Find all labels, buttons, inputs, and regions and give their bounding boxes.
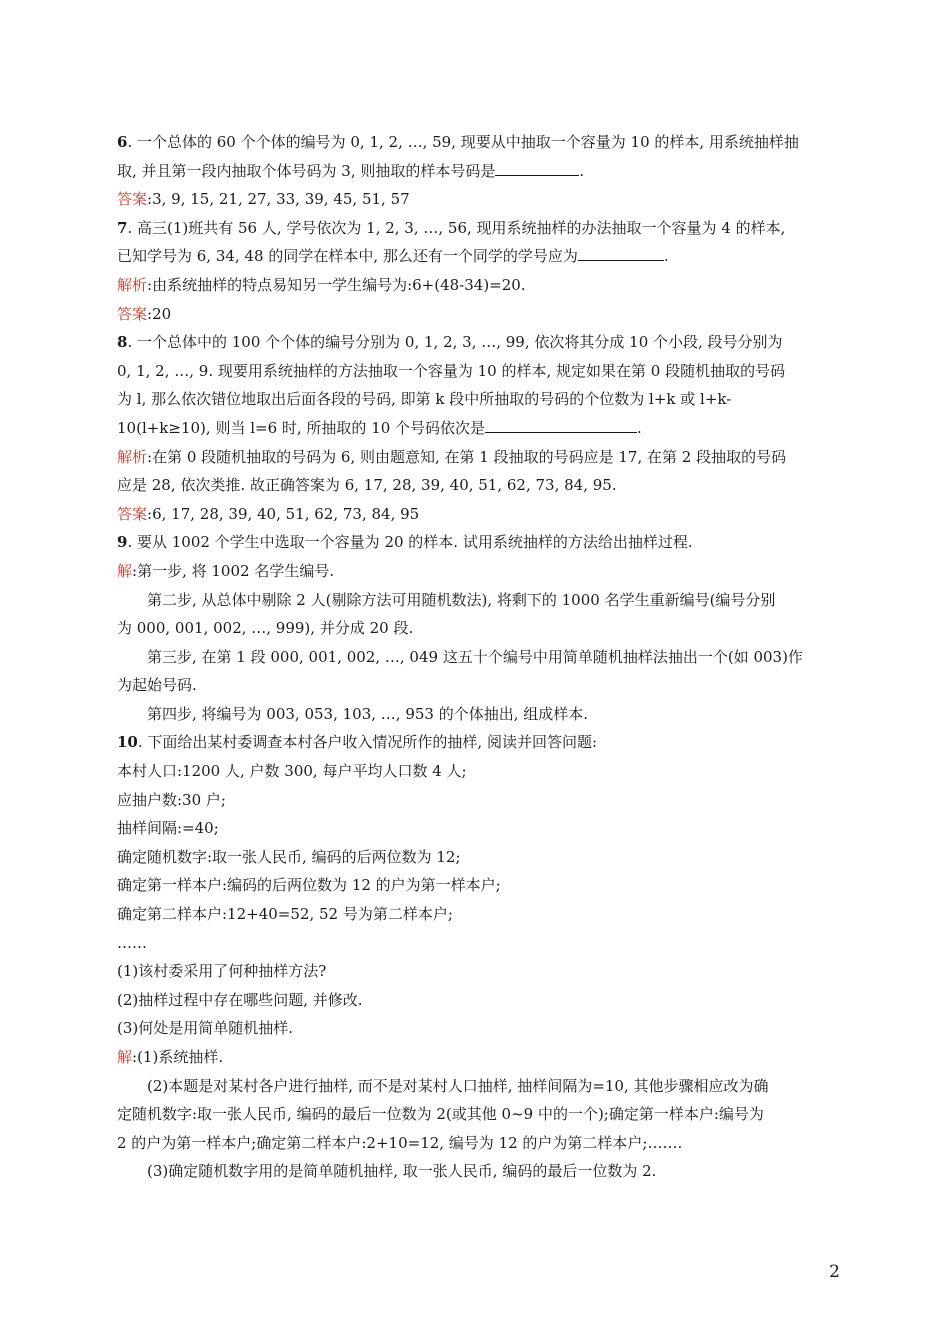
- q8-line-2: 0, 1, 2, …, 9. 现要用系统抽样的方法抽取一个容量为 10 的样本, 规定如果在第 0 段随机抽取的号码: [117, 361, 786, 380]
- analysis-tag: 解析: [117, 447, 148, 466]
- q8-analysis-1: 解析:在第 0 段随机抽取的号码为 6, 则由题意知, 在第 1 段抽取的号码应是 17, 在第 2 段抽取的号码: [117, 447, 787, 466]
- q9-solution-2b: 为 000, 001, 002, …, 999), 并分成 20 段.: [117, 619, 414, 638]
- q9-solution-2a: 第二步, 从总体中剔除 2 人(剔除方法可用随机数法), 将剩下的 1000 名学生重新编号(编号分别: [147, 590, 776, 609]
- q10-solution-2b: 定随机数字:取一张人民币, 编码的最后一位数为 2(或其他 0~9 中的一个);确定第一样本户:编号为: [117, 1105, 764, 1124]
- q8-line-1: 8. 一个总体中的 100 个个体的编号分别为 0, 1, 2, 3, …, 99, 依次将其分成 10 个小段, 段号分别为: [117, 333, 783, 352]
- q10-item-2: 应抽户数:30 户;: [117, 790, 226, 809]
- q8-answer: 答案:6, 17, 28, 39, 40, 51, 62, 73, 84, 95: [117, 504, 420, 523]
- q8-line-4: 10(l+k≥10), 则当 l=6 时, 所抽取的 10 个号码依次是 .: [117, 414, 842, 443]
- answer-tag: 答案: [117, 504, 148, 523]
- q10-solution-2c: 2 的户为第一样本户;确定第二样本户:2+10=12, 编号为 12 的户为第二样本户;…….: [117, 1133, 683, 1152]
- q7-line-1: 7. 高三(1)班共有 56 人, 学号依次为 1, 2, 3, …, 56, 现用系统抽样的办法抽取一个容量为 4 的样本,: [117, 218, 786, 237]
- q10-line-1: 10. 下面给出某村委调查本村各户收入情况所作的抽样, 阅读并回答问题:: [117, 733, 598, 752]
- q10-part-2: (2)抽样过程中存在哪些问题, 并修改.: [117, 990, 363, 1009]
- q9-line-1: 9. 要从 1002 个学生中选取一个容量为 20 的样本. 试用系统抽样的方法给出抽样过程.: [117, 533, 693, 552]
- q9-solution-4: 第四步, 将编号为 003, 053, 103, …, 953 的个体抽出, 组成样本.: [147, 704, 589, 723]
- q7-analysis: 解析:由系统抽样的特点易知另一学生编号为:6+(48-34)=20.: [117, 275, 526, 294]
- solution-tag: 解: [117, 1048, 133, 1066]
- page-number: 2: [829, 1262, 840, 1282]
- q6-answer: 答案:3, 9, 15, 21, 27, 33, 39, 45, 51, 57: [117, 190, 410, 209]
- q7-number: 7: [117, 218, 128, 237]
- q10-part-1: (1)该村委采用了何种抽样方法?: [117, 962, 327, 981]
- q7-line-2: 已知学号为 6, 34, 48 的同学在样本中, 那么还有一个同学的学号应为 .: [117, 242, 842, 271]
- q10-item-5: 确定第一样本户:编码的后两位数为 12 的户为第一样本户;: [117, 876, 501, 895]
- q6-number: 6: [117, 133, 128, 151]
- answer-tag: 答案: [117, 304, 148, 323]
- q9-solution-3b: 为起始号码.: [117, 676, 197, 695]
- q10-solution-1: 解:(1)系统抽样.: [117, 1048, 224, 1066]
- q10-item-4: 确定随机数字:取一张人民币, 编码的后两位数为 12;: [117, 847, 461, 866]
- q10-item-7: ……: [117, 933, 147, 952]
- answer-blank: [578, 243, 664, 261]
- q10-solution-3: (3)确定随机数字用的是简单随机抽样, 取一张人民币, 编码的最后一位数为 2.: [147, 1162, 657, 1181]
- q10-item-1: 本村人口:1200 人, 户数 300, 每户平均人口数 4 人;: [117, 762, 467, 781]
- q6-line-1: 6. 一个总体的 60 个个体的编号为 0, 1, 2, …, 59, 现要从中抽取一个容量为 10 的样本, 用系统抽样抽: [117, 133, 799, 151]
- q8-number: 8: [117, 333, 128, 352]
- q10-number: 10: [117, 733, 138, 752]
- q8-line-3: 为 l, 那么依次错位地取出后面各段的号码, 即第 k 段中所抽取的号码的个位数为 l+k 或 l+k-: [117, 390, 732, 409]
- q9-solution-3a: 第三步, 在第 1 段 000, 001, 002, …, 049 这五十个编号中用简单随机抽样法抽出一个(如 003)作: [147, 647, 803, 666]
- q9-number: 9: [117, 533, 128, 552]
- answer-blank: [495, 158, 579, 176]
- answer-blank: [485, 415, 637, 433]
- q8-analysis-2: 应是 28, 依次类推. 故正确答案为 6, 17, 28, 39, 40, 51, 62, 73, 84, 95.: [117, 476, 617, 495]
- document-body: [117, 128, 842, 1186]
- answer-tag: 答案: [117, 190, 148, 209]
- q10-item-6: 确定第二样本户:12+40=52, 52 号为第二样本户;: [117, 905, 453, 924]
- q10-item-3: 抽样间隔:=40;: [117, 819, 219, 838]
- q10-solution-2a: (2)本题是对某村各户进行抽样, 而不是对某村人口抽样, 抽样间隔为=10, 其他步骤相应改为确: [147, 1076, 769, 1095]
- q10-part-3: (3)何处是用简单随机抽样.: [117, 1019, 294, 1038]
- q9-solution-1: 解:第一步, 将 1002 名学生编号.: [117, 561, 335, 580]
- q6-line-2: 取, 并且第一段内抽取个体号码为 3, 则抽取的样本号码是 .: [117, 157, 842, 186]
- q7-answer: 答案:20: [117, 304, 172, 323]
- solution-tag: 解: [117, 561, 133, 580]
- analysis-tag: 解析: [117, 275, 148, 294]
